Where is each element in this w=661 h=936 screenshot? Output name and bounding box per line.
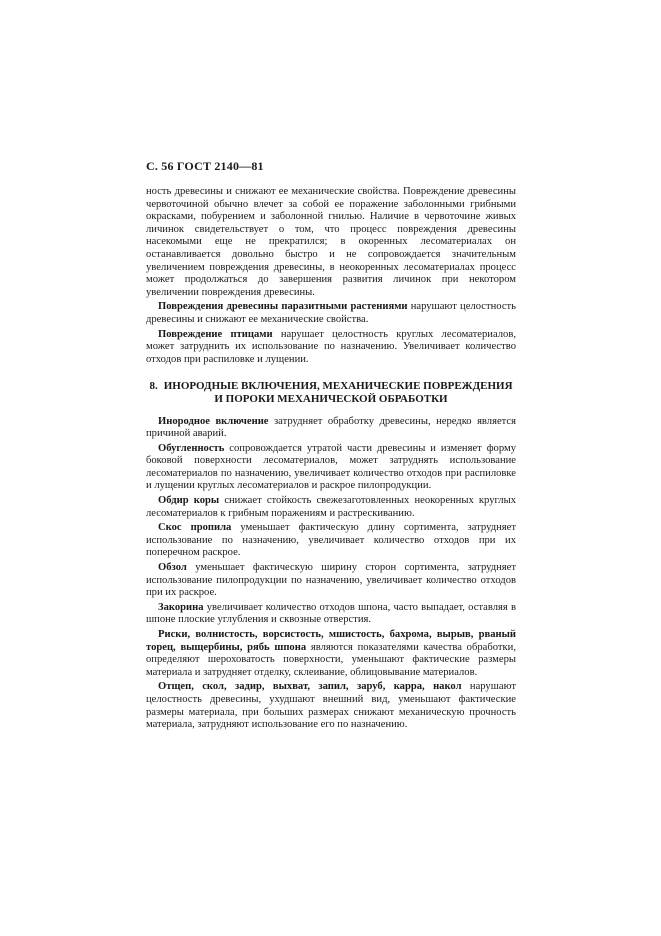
paragraph: [146, 186, 516, 299]
paragraph: [146, 629, 516, 679]
paragraph-term: Отщеп, скол, задир, выхват, запил, заруб, карра, накол: [158, 681, 462, 693]
paragraph-text: ность древесины и снижают ее механические свойства. Повреждение древесины червоточиной обычно влечет за собой ее поражение заболонными грибными окрасками, побурением и заболонной гнилью. Наличие в червоточине живых личинок свидетельствует о том, что процесс повреждения древесины насекомыми еще не прекратился; в окоренных лесоматериалах он останавливается довольно быстро и не сопровождается значительным увеличением повреждения древесины, в неокоренных лесоматериалах процесс может продолжаться до завершения развития личинок при некотором увеличении повреждения древесины.: [146, 186, 516, 298]
paragraph: [146, 522, 516, 560]
paragraph: [146, 602, 516, 627]
paragraph-text: уменьшает фактическую ширину сторон сортимента, затрудняет использование пилопродукции по назначению, увеличивает количество отходов при их раскрое.: [146, 562, 516, 599]
paragraph: [146, 329, 516, 367]
paragraph-text: нарушает целостность круглых лесоматериалов, может затруднить их использование по назначению. Увеличивает количество отходов при распиловке и лущении.: [146, 328, 516, 365]
paragraph-term: Риски, волнистость, ворсистость, мшистость, бахрома, вырыв, рваный торец, выщербины, рябь шпона: [146, 629, 516, 653]
paragraph-term: Повреждение птицами: [158, 328, 273, 340]
paragraph: [146, 495, 516, 520]
paragraph-text: нарушают целостность древесины и снижают ее механические свойства.: [146, 301, 516, 325]
section-title: [146, 380, 516, 405]
section-title-line2: И ПОРОКИ МЕХАНИЧЕСКОЙ ОБРАБОТКИ: [214, 392, 448, 405]
paragraph: [146, 301, 516, 326]
document-body: [146, 186, 516, 732]
section-number: 8.: [149, 380, 158, 393]
paragraph-text: увеличивает количество отходов шпона, часто выпадает, оставляя в шпоне плоские углубления и сквозные отверстия.: [146, 601, 516, 626]
paragraph: [146, 443, 516, 493]
paragraph-text: являются показателями качества обработки, определяют шероховатость поверхности, уменьшают фактические размеры материала и затрудняет отделку, склеивание, облицовывание материалов.: [146, 641, 516, 678]
paragraph-term: Обугленность: [158, 442, 225, 454]
paragraph-term: Повреждения древесины паразитными растениями: [158, 301, 408, 313]
paragraph-text: затрудняет обработку древесины, нередко является причиной аварий.: [146, 415, 516, 440]
paragraph-text: снижает стойкость свежезаготовленных неокоренных круглых лесоматериалов к грибным поражениям и растрескиванию.: [146, 495, 517, 519]
paragraph-term: Скос пропила: [158, 522, 232, 534]
paragraph: [146, 681, 516, 731]
paragraph-text: нарушают целостность древесины, ухудшают внешний вид, уменьшают фактические размеры материала, при больших размерах снижают механическую прочность материала, затрудняют использование его по назначению.: [146, 681, 516, 731]
paragraph-term: Инородное включение: [158, 415, 269, 427]
paragraph-text: уменьшает фактическую длину сортимента, затрудняет использование по назначению, увеличивает количество отходов при их поперечном раскрое.: [146, 522, 516, 559]
paragraph-term: Обдир коры: [158, 495, 220, 507]
page-header: С. 56 ГОСТ 2140—81: [146, 159, 264, 173]
paragraph-text: сопровождается утратой части древесины и изменяет форму боковой поверхности лесоматериалов, может затруднять использование лесоматериалов по назначению, увеличивает количество отходов при распиловке и лущении круглых лесоматериалов и раскрое пилопродукции.: [146, 442, 516, 492]
paragraph-term: Закорина: [158, 601, 204, 613]
paragraph: [146, 562, 516, 600]
paragraph-term: Обзол: [158, 562, 187, 574]
section-title-line1: ИНОРОДНЫЕ ВКЛЮЧЕНИЯ, МЕХАНИЧЕСКИЕ ПОВРЕЖДЕНИЯ: [163, 380, 513, 393]
paragraph: [146, 416, 516, 441]
